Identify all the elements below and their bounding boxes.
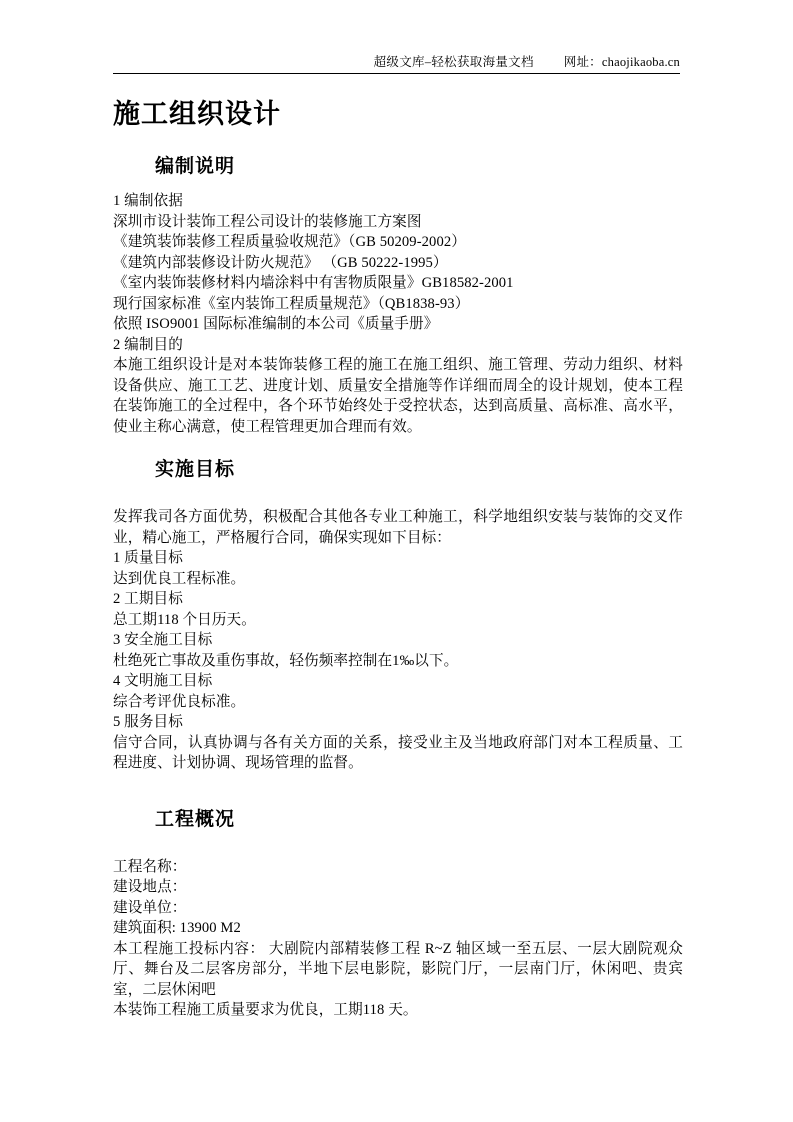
spacer (113, 487, 683, 507)
section-2-line-6: 杜绝死亡事故及重伤事故，轻伤频率控制在1‰以下。 (113, 652, 459, 669)
header-site-url: 网址：chaojikaoba.cn (563, 55, 680, 69)
section-3-line-2: 建设地点： (113, 879, 187, 896)
section-heading-shishimubiao: 实施目标 (155, 459, 236, 481)
page-header (113, 52, 680, 74)
page-title: 施工组织设计 (113, 99, 281, 129)
section-2-line-8: 综合考评优良标准。 (113, 693, 246, 710)
section-3-paragraph: 本工程施工投标内容： 大剧院内部精装修工程 R~Z 轴区域一至五层、一层大剧院观众厅、舞台及二层客房部分，半地下层电影院，影院门厅，一层南门厅，休闲吧、贵宾室，二层休闲吧 (113, 940, 683, 998)
document-content (113, 90, 683, 1021)
header-site-name: 超级文库–轻松获取海量文档 (373, 55, 534, 69)
section-2-line-3: 2 工期目标 (113, 591, 183, 608)
section-1-line-8: 2 编制目的 (113, 336, 183, 353)
spacer (113, 184, 683, 191)
section-3-line-1: 工程名称： (113, 858, 187, 875)
section-2-line-7: 4 文明施工目标 (113, 673, 213, 690)
section-2-paragraph-2: 信守合同，认真协调与各有关方面的关系，接受业主及当地政府部门对本工程质量、工程进度、计划协调、现场管理的监督。 (113, 734, 683, 772)
section-1-line-7: 依照 ISO9001 国际标准编制的本公司《质量手册》 (113, 316, 439, 333)
section-heading-bianzhishuoming: 编制说明 (155, 156, 236, 178)
section-2-line-5: 3 安全施工目标 (113, 632, 213, 649)
section-3-line-6: 本装饰工程施工质量要求为优良，工期118 天。 (113, 1002, 418, 1019)
section-1-line-3: 《建筑装饰装修工程质量验收规范》（GB 50209-2002） (113, 234, 466, 251)
section-2-line-4: 总工期118 个日历天。 (113, 611, 256, 628)
section-2-line-2: 达到优良工程标准。 (113, 570, 246, 587)
section-1-line-2: 深圳市设计装饰工程公司设计的装修施工方案图 (113, 213, 422, 230)
section-1-line-5: 《室内装饰装修材料内墙涂料中有害物质限量》GB18582-2001 (113, 275, 514, 292)
section-heading-gongchenggaikuang: 工程概况 (155, 808, 236, 830)
section-2-paragraph: 发挥我司各方面优势，积极配合其他各专业工种施工，科学地组织安装与装饰的交叉作业，精心施工，严格履行合同，确保实现如下目标： (113, 509, 683, 546)
section-2-line-9: 5 服务目标 (113, 714, 183, 731)
spacer (113, 837, 683, 857)
section-3-line-3: 建设单位： (113, 899, 187, 916)
section-1-line-1: 1 编制依据 (113, 193, 183, 210)
section-3-line-4: 建筑面积: 13900 M2 (113, 920, 241, 937)
section-1-line-6: 现行国家标准《室内装饰工程质量规范》（QB1838-93） (113, 295, 470, 312)
section-1-paragraph: 本施工组织设计是对本装饰装修工程的施工在施工组织、施工管理、劳动力组织、材料设备供应、施工工艺、进度计划、质量安全措施等作详细而周全的设计规划，使本工程在装饰施工的全过程中，各个环节始终处于受控状态，达到高质量、高标准、高水平，使业主称心满意，使工程管理更加合理而有效。 (113, 357, 683, 435)
section-2-line-1: 1 质量目标 (113, 550, 183, 567)
section-1-line-4: 《建筑内部装修设计防火规范》 （GB 50222-1995） (113, 254, 448, 271)
